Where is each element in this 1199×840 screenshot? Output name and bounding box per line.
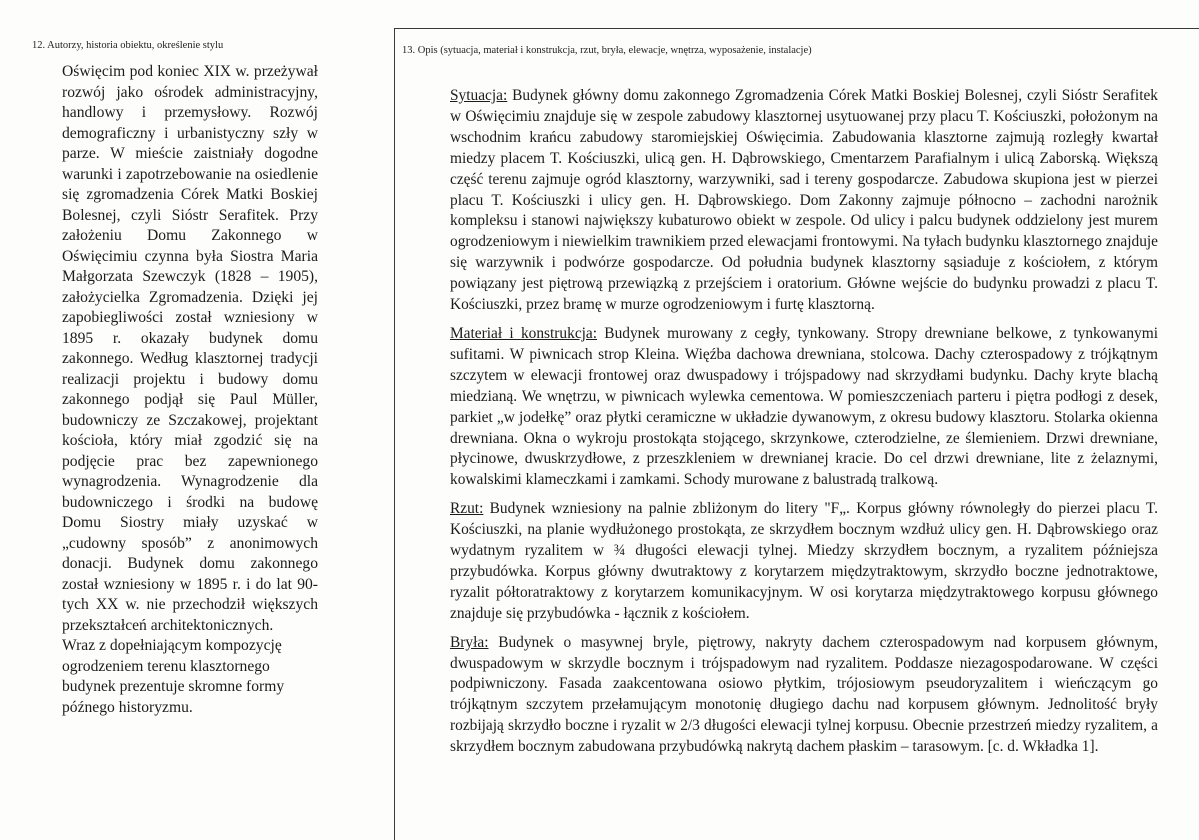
bryla-text: Budynek o masywnej bryle, piętrowy, nakryty dachem czterospadowym nad korpusem głównym, dwuspadowym w skrzydle bocznym i trójspadowym nad ryzalitem. Poddasze niezagospodarowane. W części podpiwniczony. Fasada zaakcentowana osiowo płytkim, trójosiowym pseudoryzalitem i wieńczącym go trójkątnym szczytem przełamującym monotonię długiego dachu nad korpusem głównym. Jednolitość bryły rozbijają skrzydło boczne i ryzalit w 2/3 długości elewacji tylnej korpusu. Obecnie przestrzeń miedzy ryzalitem, a skrzydłem bocznym zabudowana przybudówką nakrytą dachem płaskim – tarasowym. [c. d. Wkładka 1]. (450, 633, 1158, 756)
bryla-paragraph (450, 633, 1158, 758)
rzut-paragraph (450, 499, 1158, 624)
description-text-column (450, 86, 1158, 766)
material-label: Materiał i konstrukcja: (450, 324, 598, 342)
sytuacja-label: Sytuacja: (450, 87, 508, 104)
sytuacja-text: Budynek główny domu zakonnego Zgromadzenia Córek Matki Boskiej Bolesnej, czyli Sióstr Serafitek w Oświęcimiu znajduje się w zespole zabudowy klasztornej usytuowanej przy placu T. Kościuszki, położonym na wschodnim krańcu zabudowy staromiejskiej Oświęcimia. Zabudowania klasztorne zajmują rozległy kwartał miedzy placem T. Kościuszki, ulicą gen. H. Dąbrowskiego, Cmentarzem Parafialnym i ulicą Zaborską. Większą część terenu zajmuje ogród klasztorny, warzywniki, sad i tereny gospodarcze. Zabudowa skupiona jest w pierzei placu T. Kościuszki i ulicy gen. H. Dąbrowskiego. Dom Zakonny zajmuje północno – zachodni narożnik kompleksu i stanowi największy kubaturowo obiekt w zespole. Od ulicy i palcu budynek oddzielony jest murem ogrodzeniowym i niewielkim trawnikiem przed elewacjami frontowymi. Na tyłach budynku klasztornego znajduje się warzywnik i podwórze gospodarcze. Od południa budynek klasztorny sąsiaduje z kościołem, z którym powiązany jest piętrową przewiązką z przejściem i oratorium. Główne wejście do budynku prowadzi z placu T. Kościuszki, przez bramę w murze ogrodzeniowym i furtę klasztorną. (450, 87, 1158, 314)
column-divider (394, 28, 395, 840)
sytuacja-paragraph (450, 86, 1158, 316)
rzut-text: Budynek wzniesiony na palnie zbliżonym do litery "F„. Korpus główny równoległy do pierzei placu T. Kościuszki, na planie wydłużonego prostokąta, ze skrzydłem bocznym wzdłuż ulicy gen. H. Dąbrowskiego oraz wydatnym ryzalitem w ¾ długości elewacji tylnej. Miedzy skrzydłem bocznym, a ryzalitem późniejsza przybudówka. Korpus główny dwutraktowy z korytarzem międzytraktowym, skrzydło boczne jednotraktowe, ryzalit półtoratraktowy z korytarzem komunikacyjnym. W osi korytarza międzytraktowego korpusu głównego znajduje się przybudówka - łącznik z kościołem. (450, 500, 1158, 622)
top-rule (394, 28, 1199, 29)
material-paragraph (450, 324, 1158, 491)
history-text-column (62, 62, 318, 718)
section-13-heading: 13. Opis (sytuacja, materiał i konstrukcja, rzut, bryła, elewacje, wnętrza, wyposażenie, instalacje) (402, 45, 812, 56)
rzut-label: Rzut: (450, 500, 484, 518)
style-paragraph: Wraz z dopełniającym kompozycję ogrodzeniem terenu klasztornego budynek prezentuje skromne formy późnego historyzmu. (62, 637, 285, 716)
material-text: Budynek murowany z cegły, tynkowany. Stropy drewniane belkowe, z tynkowanymi sufitami. W piwnicach strop Kleina. Więźba dachowa drewniana, stolcowa. Dachy czterospadowy z trójkątnym szczytem w elewacji frontowej oraz dwuspadowy i trójspadowy nad skrzydłami budynku. Dachy kryte blachą miedzianą. We wnętrzu, w piwnicach wylewka cementowa. W pomieszczeniach parteru i piętra podłogi z desek, parkiet „w jodełkę” oraz płytki ceramiczne w układzie dywanowym, z okresu budowy klasztoru. Stolarka okienna drewniana. Okna o wykroju prostokąta stojącego, skrzynkowe, czterodzielne, ze ślemieniem. Drzwi drewniane, płycinowe, dwuskrzydłowe, z przeszkleniem w drewnianej kracie. Do cel drzwi drewniane, lite z żelaznymi, kowalskimi klameczkami i zamkami. Schody murowane z balustradą tralkową. (450, 324, 1158, 489)
history-paragraph: Oświęcim pod koniec XIX w. przeżywał rozwój jako ośrodek administracyjny, handlowy i przemysłowy. Rozwój demograficzny i urbanistyczny szły w parze. W mieście zaistniały dogodne warunki i zapotrzebowanie na osiedlenie się zgromadzenia Córek Matki Boskiej Bolesnej, czyli Sióstr Serafitek. Przy założeniu Domu Zakonnego w Oświęcimiu czynna była Siostra Maria Małgorzata Szewczyk (1828 – 1905), założycielka Zgromadzenia. Dzięki jej zapobiegliwości został wzniesiony w 1895 r. okazały budynek domu zakonnego. Według klasztornej tradycji realizacji projektu i budowy domu zakonnego podjął się Paul Müller, budowniczy ze Szczakowej, projektant kościoła, który miał zgodzić się na podjęcie prac bez zapewnionego wynagrodzenia. Wynagrodzenie dla budowniczego i środki na budowę Domu Siostry miały uzyskać w „cudowny sposób” z anonimowych donacji. Budynek domu zakonnego został wzniesiony w 1895 r. i do lat 90-tych XX w. nie przechodził większych przekształceń architektonicznych. (62, 63, 318, 634)
section-12-heading: 12. Autorzy, historia obiektu, określenie stylu (32, 40, 224, 51)
bryla-label: Bryła: (450, 633, 489, 651)
